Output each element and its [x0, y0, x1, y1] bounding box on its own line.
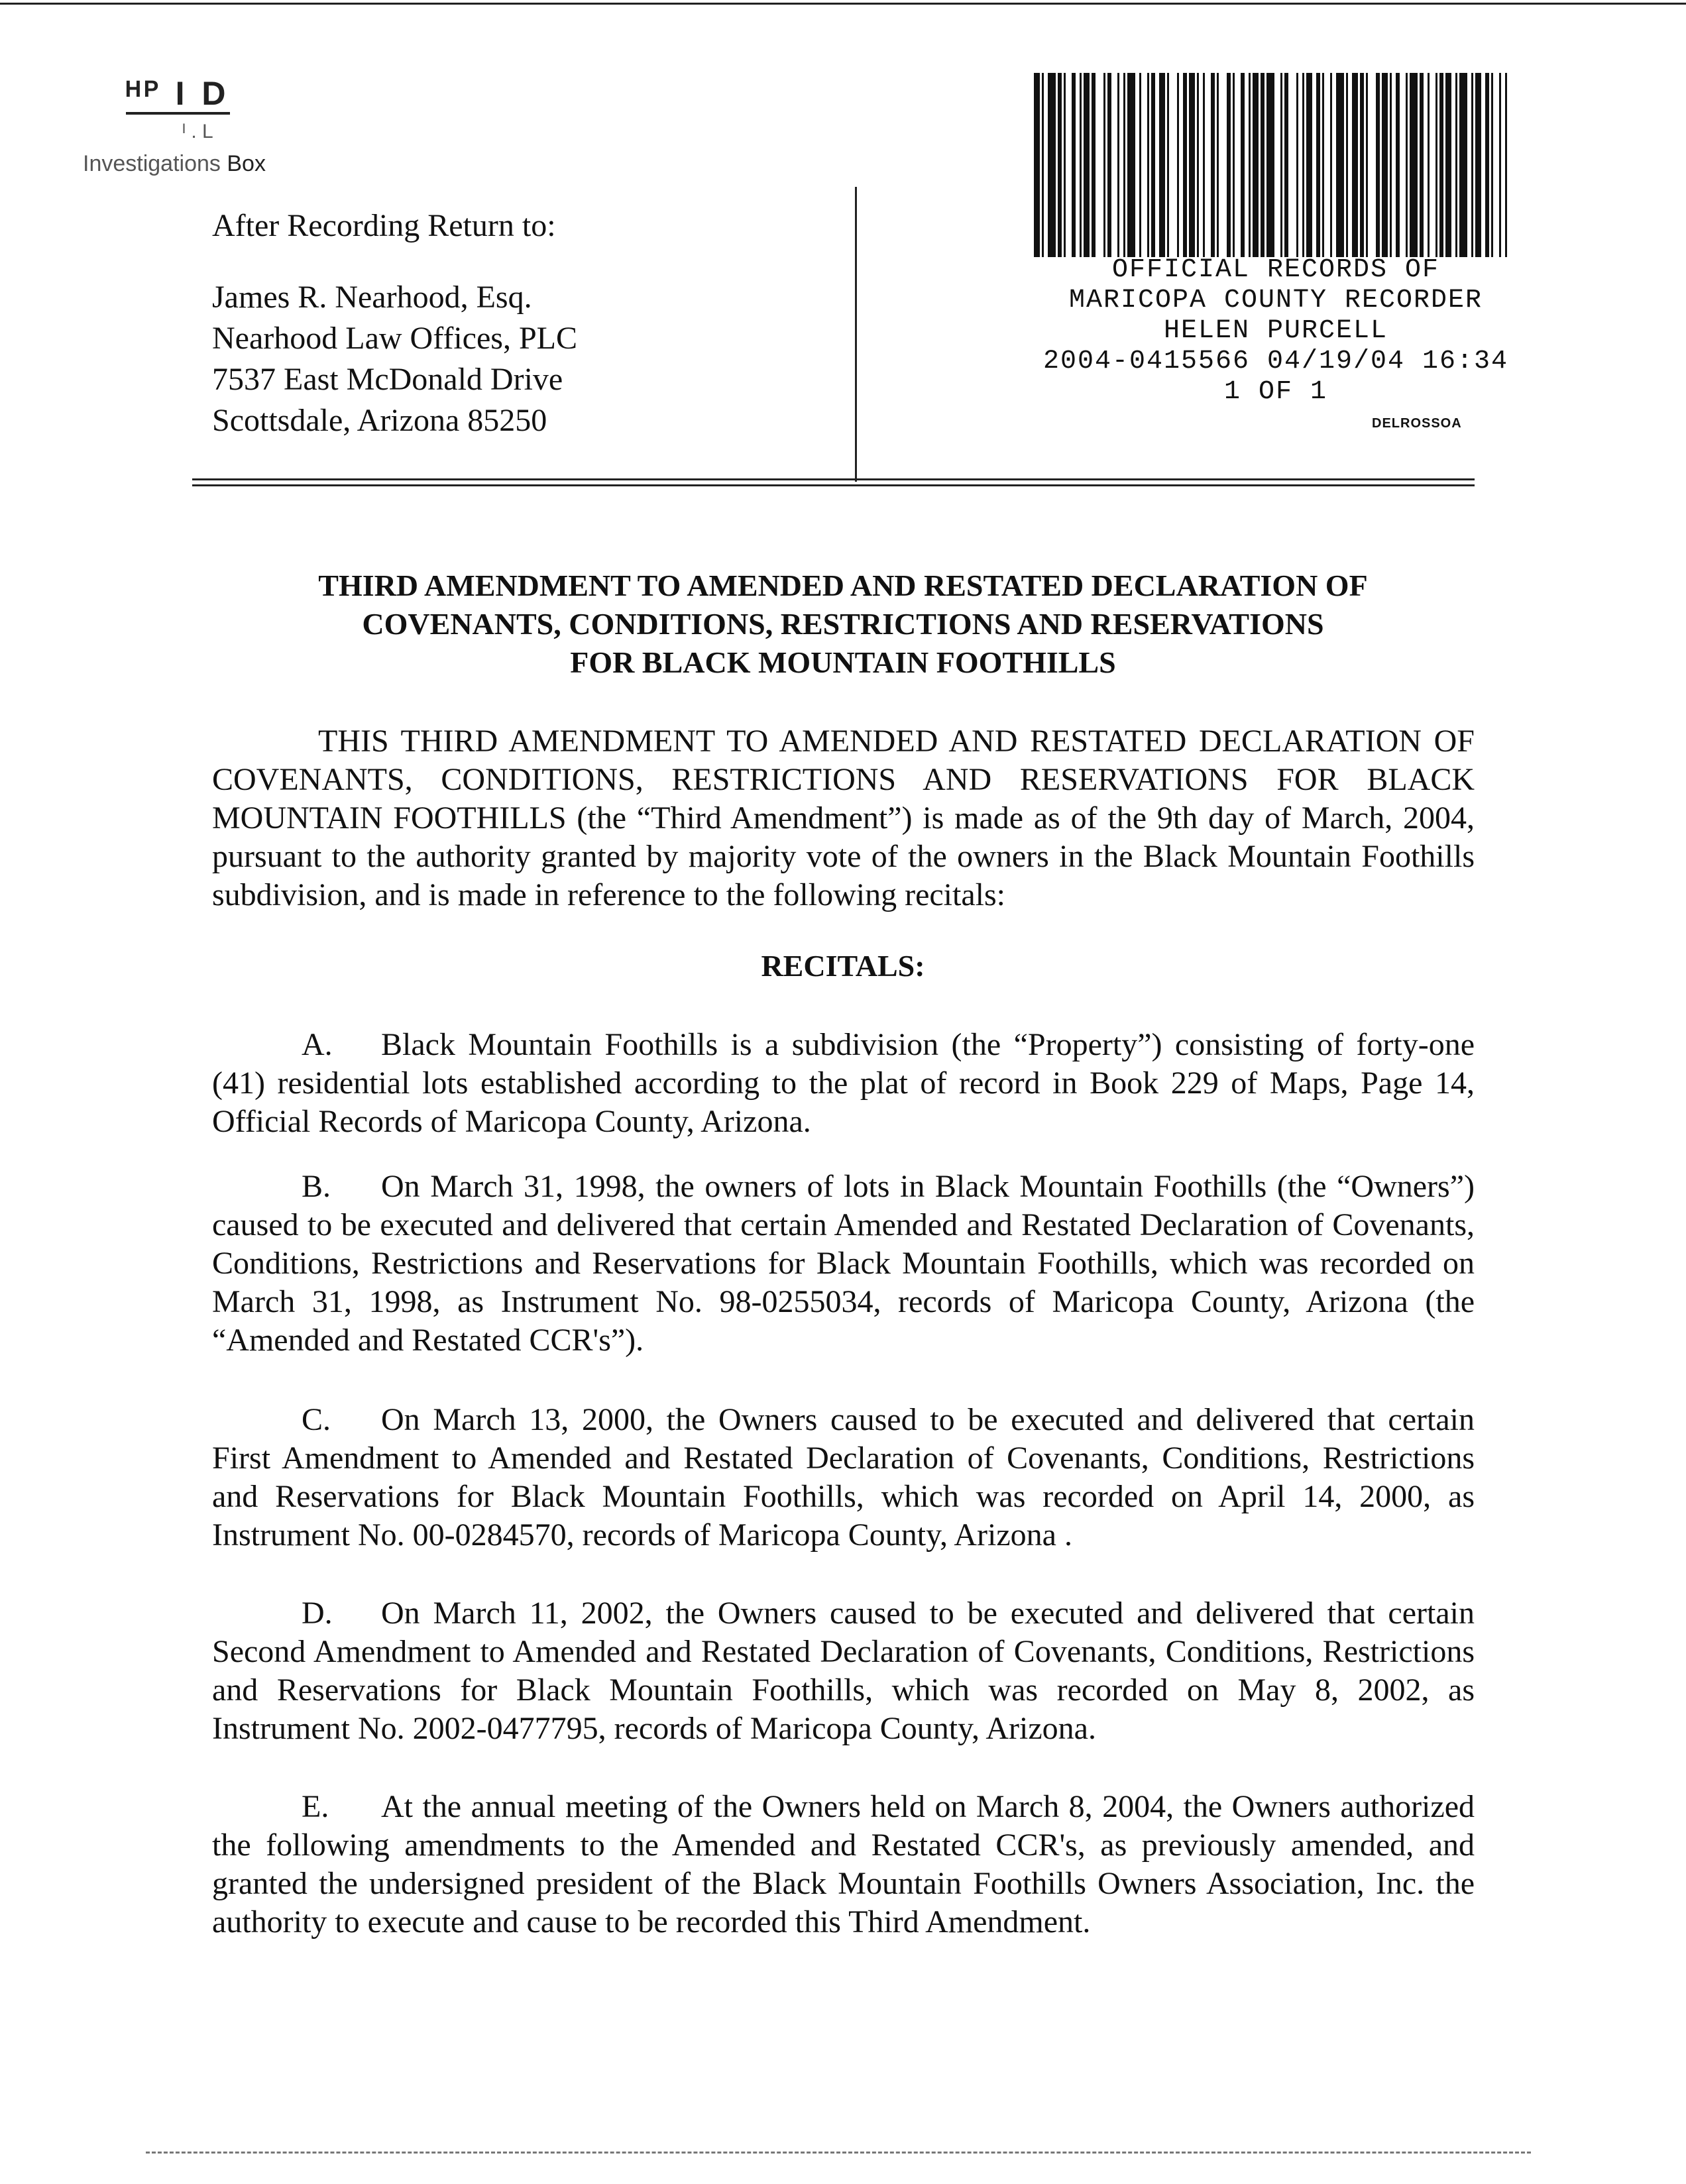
recital-d — [212, 1594, 1475, 1748]
barcode-bar — [1336, 73, 1344, 257]
barcode-bar — [1064, 73, 1066, 257]
return-line: Nearhood Law Offices, PLC — [212, 321, 577, 356]
barcode-bar — [1127, 73, 1135, 257]
barcode-bar — [1366, 73, 1368, 257]
return-line: James R. Nearhood, Esq. — [212, 280, 532, 315]
barcode-bar — [1151, 73, 1155, 257]
recital-letter: A. — [302, 1027, 333, 1062]
recital-e — [212, 1788, 1475, 1941]
barcode-bar — [1034, 73, 1040, 257]
recorder-line: MARICOPA COUNTY RECORDER — [1068, 286, 1483, 315]
barcode-bar — [1352, 73, 1358, 257]
barcode-bar — [1139, 73, 1141, 257]
barcode-bar — [1396, 73, 1400, 257]
barcode-bar — [1058, 73, 1062, 257]
barcode-bar — [1167, 73, 1169, 257]
header-double-rule-bottom — [192, 484, 1475, 486]
title-line: COVENANTS, CONDITIONS, RESTRICTIONS AND RESERVATIONS — [362, 607, 1324, 641]
barcode-bar — [1406, 73, 1408, 257]
recorder-clerk: DELROSSOA — [1372, 416, 1462, 431]
barcode-bar — [1284, 73, 1288, 257]
stamp-mid-text: ᴵ . L — [182, 121, 213, 142]
stamp-top-text: ᴴᴾ I D — [126, 75, 230, 115]
barcode-bar — [1376, 73, 1380, 257]
intro-paragraph: THIS THIRD AMENDMENT TO AMENDED AND RESTATED DECLARATION OF COVENANTS, CONDITIONS, RESTRICTIONS AND RESERVATIONS FOR BLACK MOUNTAIN FOOTHILLS (the “Third Amendment”) is made as of the 9th day of March, 2004, pursuant to the authority granted by majority vote of the owners in the Black Mountain Foothills subdivision, and is made in reference to the following recitals: — [212, 724, 1475, 912]
barcode-bar — [1092, 73, 1096, 257]
barcode-bar — [1249, 73, 1251, 257]
barcode-bar — [1177, 73, 1179, 257]
barcode-bar — [1302, 73, 1304, 257]
recital-b — [212, 1168, 1475, 1360]
recorder-line: HELEN PURCELL — [1163, 316, 1388, 346]
barcode-bar — [1084, 73, 1090, 257]
barcode-bar — [1253, 73, 1259, 257]
barcode-bar — [1455, 73, 1457, 257]
barcode-bar — [1123, 73, 1125, 257]
barcode-bar — [1459, 73, 1467, 257]
recitals-heading: RECITALS: — [761, 949, 925, 983]
barcode-bar — [1410, 73, 1418, 257]
barcode-bar — [1241, 73, 1245, 257]
barcode-bar — [1445, 73, 1451, 257]
recorder-info — [987, 255, 1564, 408]
barcode-bar — [1475, 73, 1481, 257]
barcode-bar — [1261, 73, 1264, 257]
return-label: After Recording Return to: — [212, 208, 556, 243]
recital-text: Black Mountain Foothills is a subdivision (the “Property”) consisting of forty-one (41) residential lots established according to the plat of record in Book 229 of Maps, Page 14, Official Records of Maricopa County, Arizona. — [212, 1027, 1475, 1139]
stamp-bottom-box: Box — [227, 151, 266, 176]
barcode-bar — [1382, 73, 1388, 257]
recital-letter: E. — [302, 1789, 329, 1824]
barcode-bar — [1280, 73, 1282, 257]
recital-a — [212, 1026, 1475, 1141]
barcode-bar — [1159, 73, 1165, 257]
stamp-bottom — [83, 151, 266, 177]
stamp-bottom-faded: Investigations — [83, 151, 221, 176]
barcode-bar — [1183, 73, 1187, 257]
bottom-rule — [146, 2152, 1531, 2154]
barcode-bar — [1439, 73, 1443, 257]
barcode-bar — [1117, 73, 1119, 257]
recording-barcode — [1034, 73, 1514, 257]
header-double-rule-top — [192, 478, 1475, 480]
recital-text: On March 31, 1998, the owners of lots in Black Mountain Foothills (the “Owners”) caused to be executed and delivered that certain Amended and Restated Declaration of Covenants, Conditions, Restrictions and Reservations for Black Mountain Foothills, which was recorded on March 31, 1998, as Instrument No. 98-0255034, records of Maricopa County, Arizona (the “Amended and Restated CCR's”). — [212, 1169, 1475, 1358]
barcode-bar — [1042, 73, 1044, 257]
return-address-block — [212, 205, 577, 441]
barcode-bar — [1233, 73, 1235, 257]
barcode-bar — [1316, 73, 1320, 257]
barcode-bar — [1103, 73, 1105, 257]
barcode-bar — [1390, 73, 1392, 257]
barcode-bar — [1147, 73, 1149, 257]
barcode-bar — [1048, 73, 1056, 257]
barcode-bar — [1203, 73, 1205, 257]
barcode-bar — [1485, 73, 1489, 257]
barcode-bar — [1491, 73, 1493, 257]
received-stamp — [126, 74, 230, 113]
return-line: Scottsdale, Arizona 85250 — [212, 403, 547, 438]
barcode-bar — [1499, 73, 1501, 257]
recital-c — [212, 1401, 1475, 1555]
recital-letter: C. — [302, 1402, 331, 1437]
barcode-bar — [1217, 73, 1219, 257]
barcode-bar — [1296, 73, 1298, 257]
barcode-bar — [1306, 73, 1312, 257]
recital-text: On March 13, 2000, the Owners caused to be executed and delivered that certain First Amendment to Amended and Restated Declaration of Covenants, Conditions, Restrictions and Reservations for Black Mountain Foothills, which was recorded on April 14, 2000, as Instrument No. 00-0284570, records of Maricopa County, Arizona . — [212, 1402, 1475, 1553]
barcode-bar — [1428, 73, 1430, 257]
recital-text: At the annual meeting of the Owners held on March 8, 2004, the Owners authorized the following amendments to the Amended and Restated CCR's, as previously amended, and granted the undersigned president of the Black Mountain Foothills Owners Association, Inc. the authority to execute and cause to be recorded this Third Amendment. — [212, 1789, 1475, 1939]
barcode-bar — [1435, 73, 1437, 257]
barcode-bar — [1266, 73, 1274, 257]
barcode-bar — [1227, 73, 1231, 257]
barcode-bar — [1330, 73, 1332, 257]
barcode-bar — [1346, 73, 1348, 257]
recital-letter: B. — [302, 1169, 331, 1204]
recorder-line: 2004-0415566 04/19/04 16:34 — [1042, 347, 1509, 376]
title-line: THIRD AMENDMENT TO AMENDED AND RESTATED DECLARATION OF — [318, 569, 1368, 602]
barcode-bar — [1080, 73, 1082, 257]
header-vertical-divider — [855, 187, 857, 482]
barcode-bar — [1072, 73, 1076, 257]
barcode-bar — [1322, 73, 1324, 257]
barcode-bar — [1107, 73, 1111, 257]
barcode-bar — [1211, 73, 1215, 257]
recital-text: On March 11, 2002, the Owners caused to be executed and delivered that certain Second Amendment to Amended and Restated Declaration of Covenants, Conditions, Restrictions and Reservations for Black Mountain Foothills, which was recorded on May 8, 2002, as Instrument No. 2002-0477795, records of Maricopa County, Arizona. — [212, 1596, 1475, 1746]
title-line: FOR BLACK MOUNTAIN FOOTHILLS — [570, 645, 1116, 679]
recorder-line: 1 OF 1 — [1223, 377, 1328, 407]
document-title — [199, 567, 1487, 682]
barcode-bar — [1505, 73, 1507, 257]
barcode-bar — [1197, 73, 1199, 257]
barcode-bar — [1420, 73, 1424, 257]
barcode-bar — [1189, 73, 1195, 257]
recital-letter: D. — [302, 1596, 333, 1631]
return-line: 7537 East McDonald Drive — [212, 362, 563, 397]
barcode-bar — [1360, 73, 1364, 257]
recorder-line: OFFICIAL RECORDS OF — [1111, 255, 1440, 285]
barcode-bar — [1471, 73, 1473, 257]
top-rule — [0, 3, 1686, 5]
